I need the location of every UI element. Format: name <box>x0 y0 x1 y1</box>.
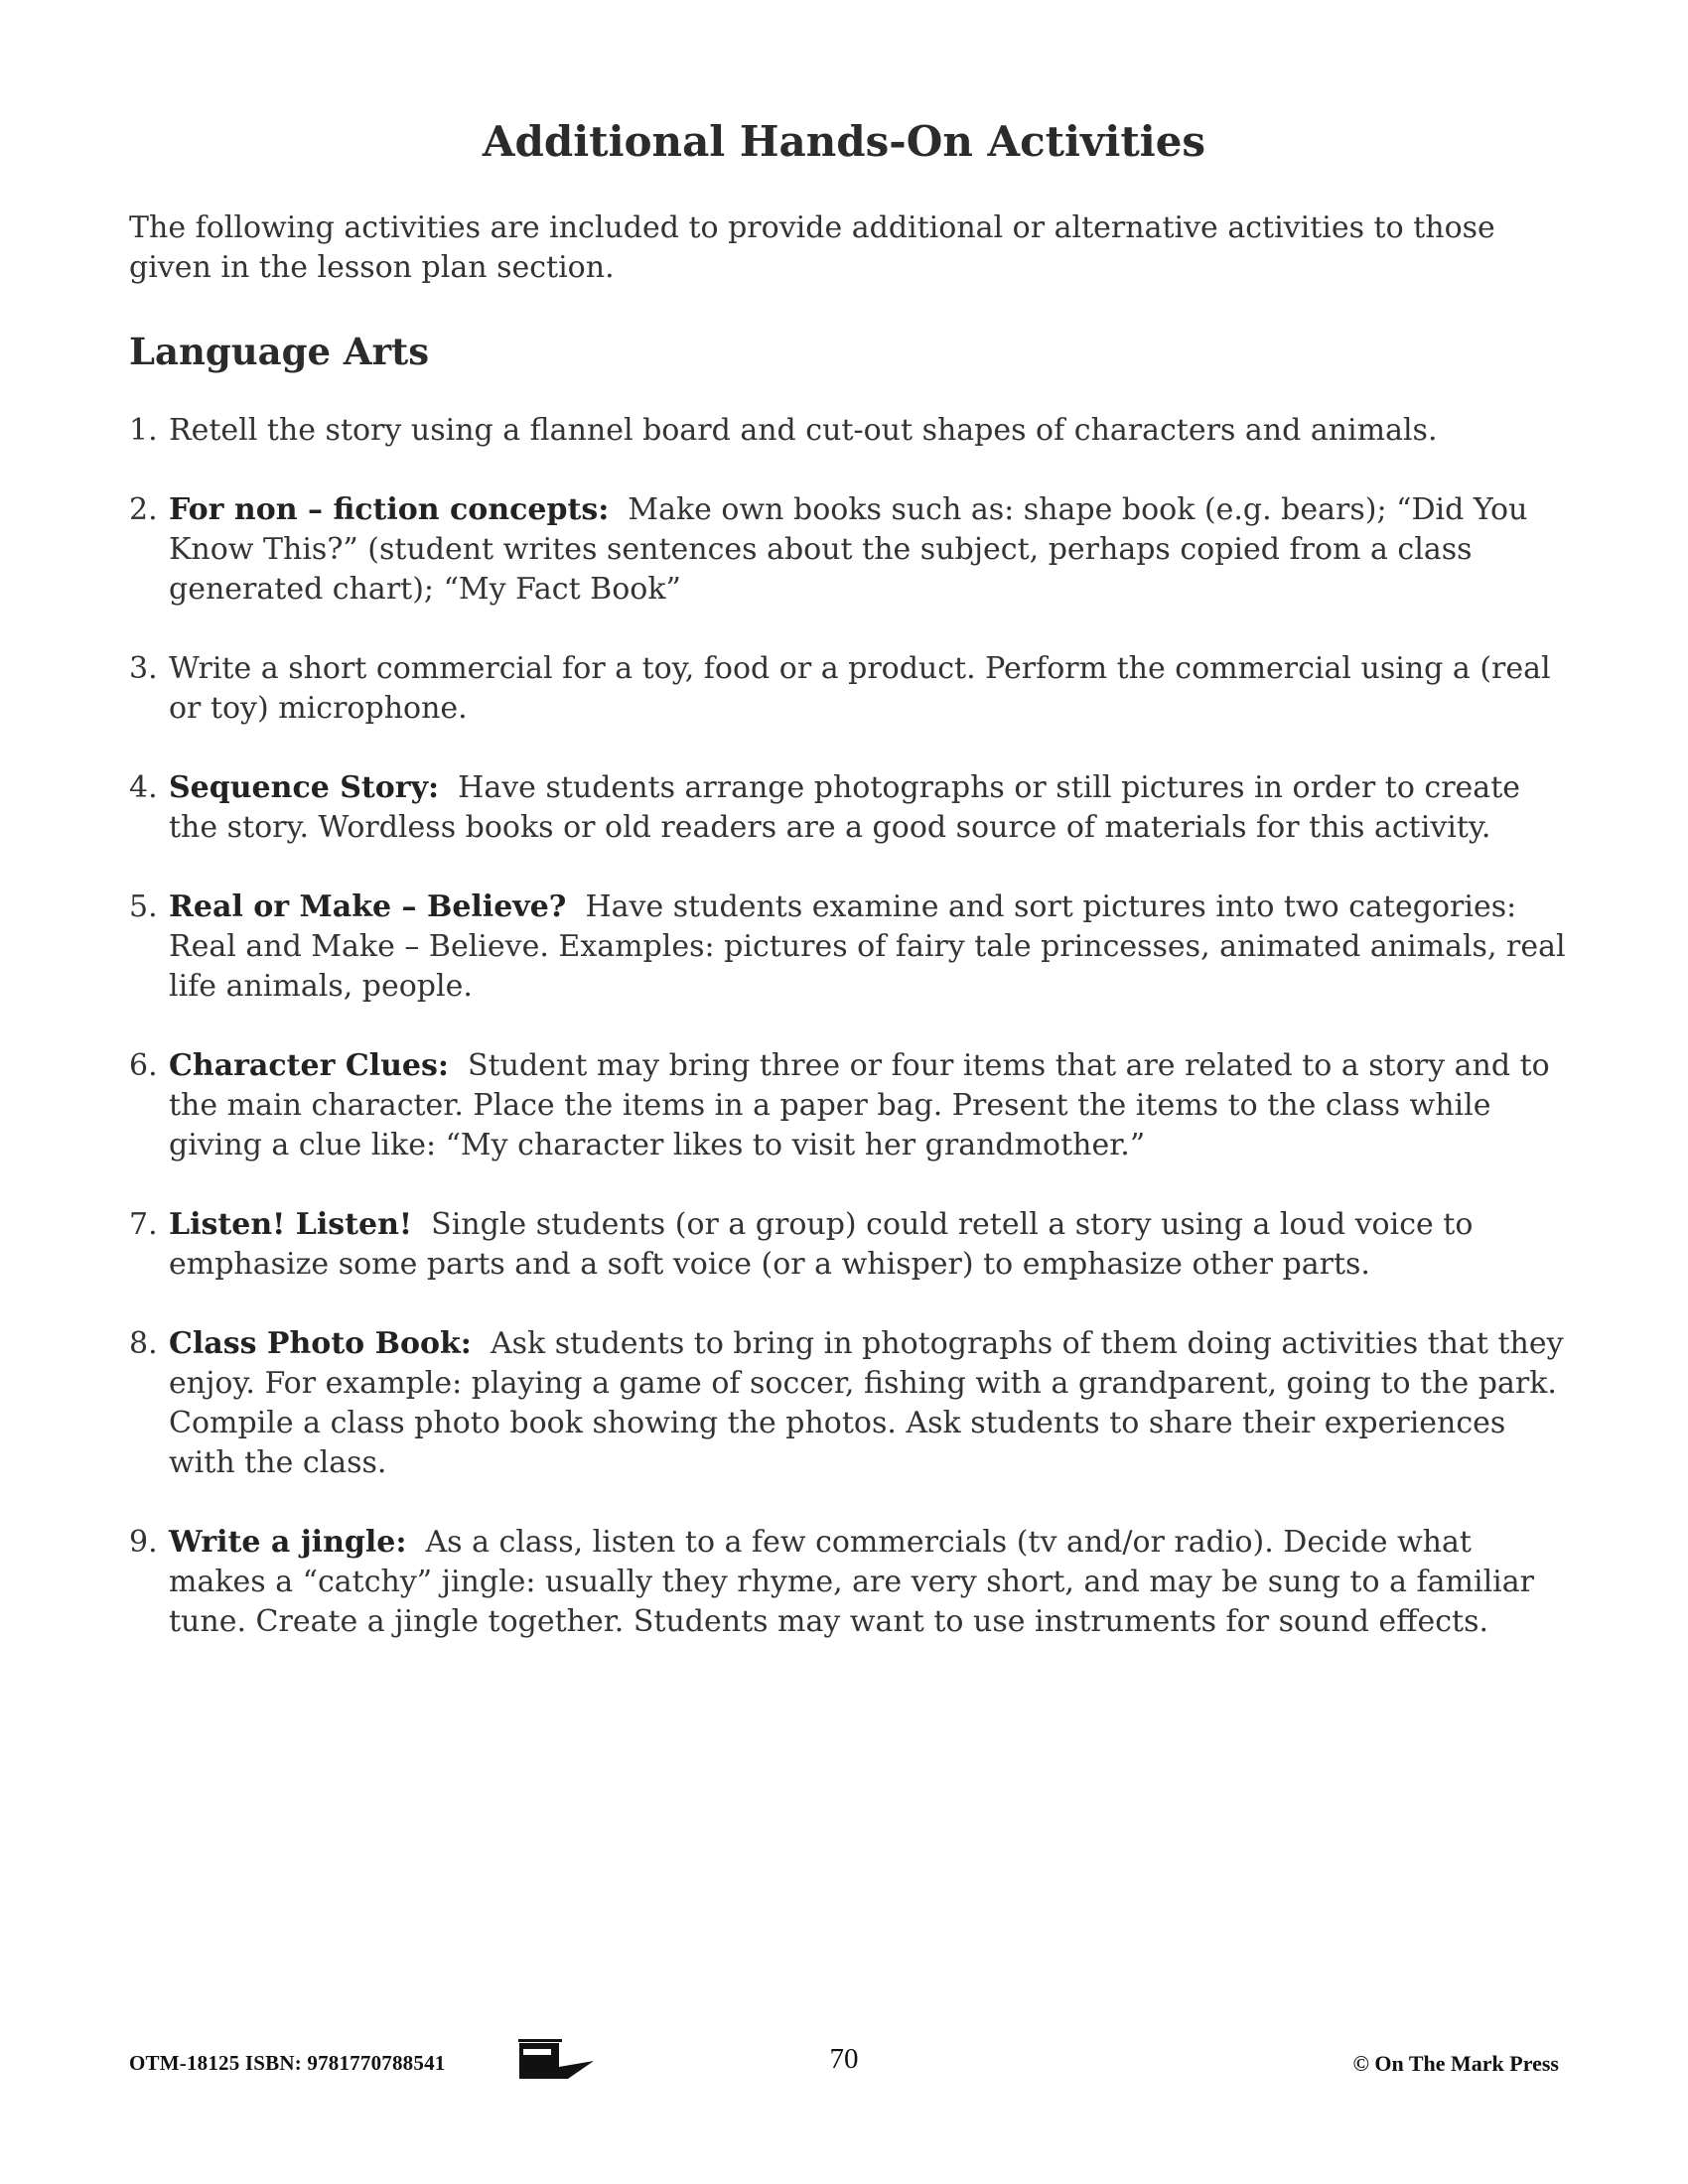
page-footer <box>129 2037 1559 2085</box>
activity-item <box>129 1205 1569 1285</box>
footer-copyright: © On The Mark Press <box>1352 2051 1559 2076</box>
activity-lead: Character Clues: <box>169 1048 449 1083</box>
page-number: 70 <box>829 2043 859 2075</box>
activity-item <box>129 1324 1569 1483</box>
activity-text: As a class, listen to a few commercials (tv and/or radio). Decide what makes a “catchy” jingle: usually they rhyme, are very short, and may be sung to a familiar tune. Create a jingle together. Students may want to use instruments for sound effects. <box>169 1525 1535 1639</box>
activity-text: Have students arrange photographs or still pictures in order to create the story. Wordless books or old readers are a good source of materials for this activity. <box>169 770 1521 845</box>
activity-item <box>129 1523 1569 1642</box>
activity-text: Write a short commercial for a toy, food or a product. Perform the commercial using a (real or toy) microphone. <box>169 651 1551 726</box>
activity-number: 3. <box>129 651 158 686</box>
activity-lead: For non – fiction concepts: <box>169 492 610 527</box>
activity-item <box>129 887 1569 1007</box>
activity-lead: Real or Make – Believe? <box>169 889 567 924</box>
activity-item <box>129 649 1569 729</box>
activity-number: 9. <box>129 1525 158 1560</box>
activity-lead: Listen! Listen! <box>169 1207 413 1242</box>
activity-lead: Write a jingle: <box>169 1525 407 1560</box>
activity-text: Single students (or a group) could retell a story using a loud voice to emphasize some parts and a soft voice (or a whisper) to emphasize other parts. <box>169 1207 1474 1282</box>
page-title: Additional Hands-On Activities <box>482 117 1206 166</box>
activity-text: Make own books such as: shape book (e.g. bears); “Did You Know This?” (student writes sentences about the subject, perhaps copied from a class generated chart); “My Fact Book” <box>169 492 1528 607</box>
activity-number: 7. <box>129 1207 158 1242</box>
intro-paragraph: The following activities are included to provide additional or alternative activities to those given in the lesson plan section. <box>129 210 1495 285</box>
activity-text: Have students examine and sort pictures into two categories: Real and Make – Believe. Examples: pictures of fairy tale princesses, animated animals, real life animals, people. <box>169 889 1566 1004</box>
activity-item <box>129 411 1569 451</box>
activity-text: Retell the story using a flannel board and cut-out shapes of characters and animals. <box>169 413 1438 448</box>
activity-text: Student may bring three or four items that are related to a story and to the main character. Place the items in a paper bag. Present the items to the class while giving a clue like: “My character likes to visit her grandmother.” <box>169 1048 1550 1162</box>
section-heading-language-arts: Language Arts <box>129 330 430 373</box>
activity-lead: Class Photo Book: <box>169 1326 472 1361</box>
activity-number: 2. <box>129 492 158 527</box>
activity-item <box>129 490 1569 610</box>
activity-item <box>129 1046 1569 1165</box>
activity-item <box>129 768 1569 848</box>
activity-number: 8. <box>129 1326 158 1361</box>
activity-number: 5. <box>129 889 158 924</box>
activity-lead: Sequence Story: <box>169 770 440 805</box>
activity-number: 4. <box>129 770 158 805</box>
activity-list <box>129 411 1569 1682</box>
activity-number: 6. <box>129 1048 158 1083</box>
activity-text: Ask students to bring in photographs of them doing activities that they enjoy. For example: playing a game of soccer, fishing with a grandparent, going to the park. Compile a class photo book showing the photos. Ask students to share their experiences with the class. <box>169 1326 1564 1480</box>
footer-product-code: OTM-18125 ISBN: 9781770788541 <box>129 2051 446 2075</box>
activity-number: 1. <box>129 413 158 448</box>
